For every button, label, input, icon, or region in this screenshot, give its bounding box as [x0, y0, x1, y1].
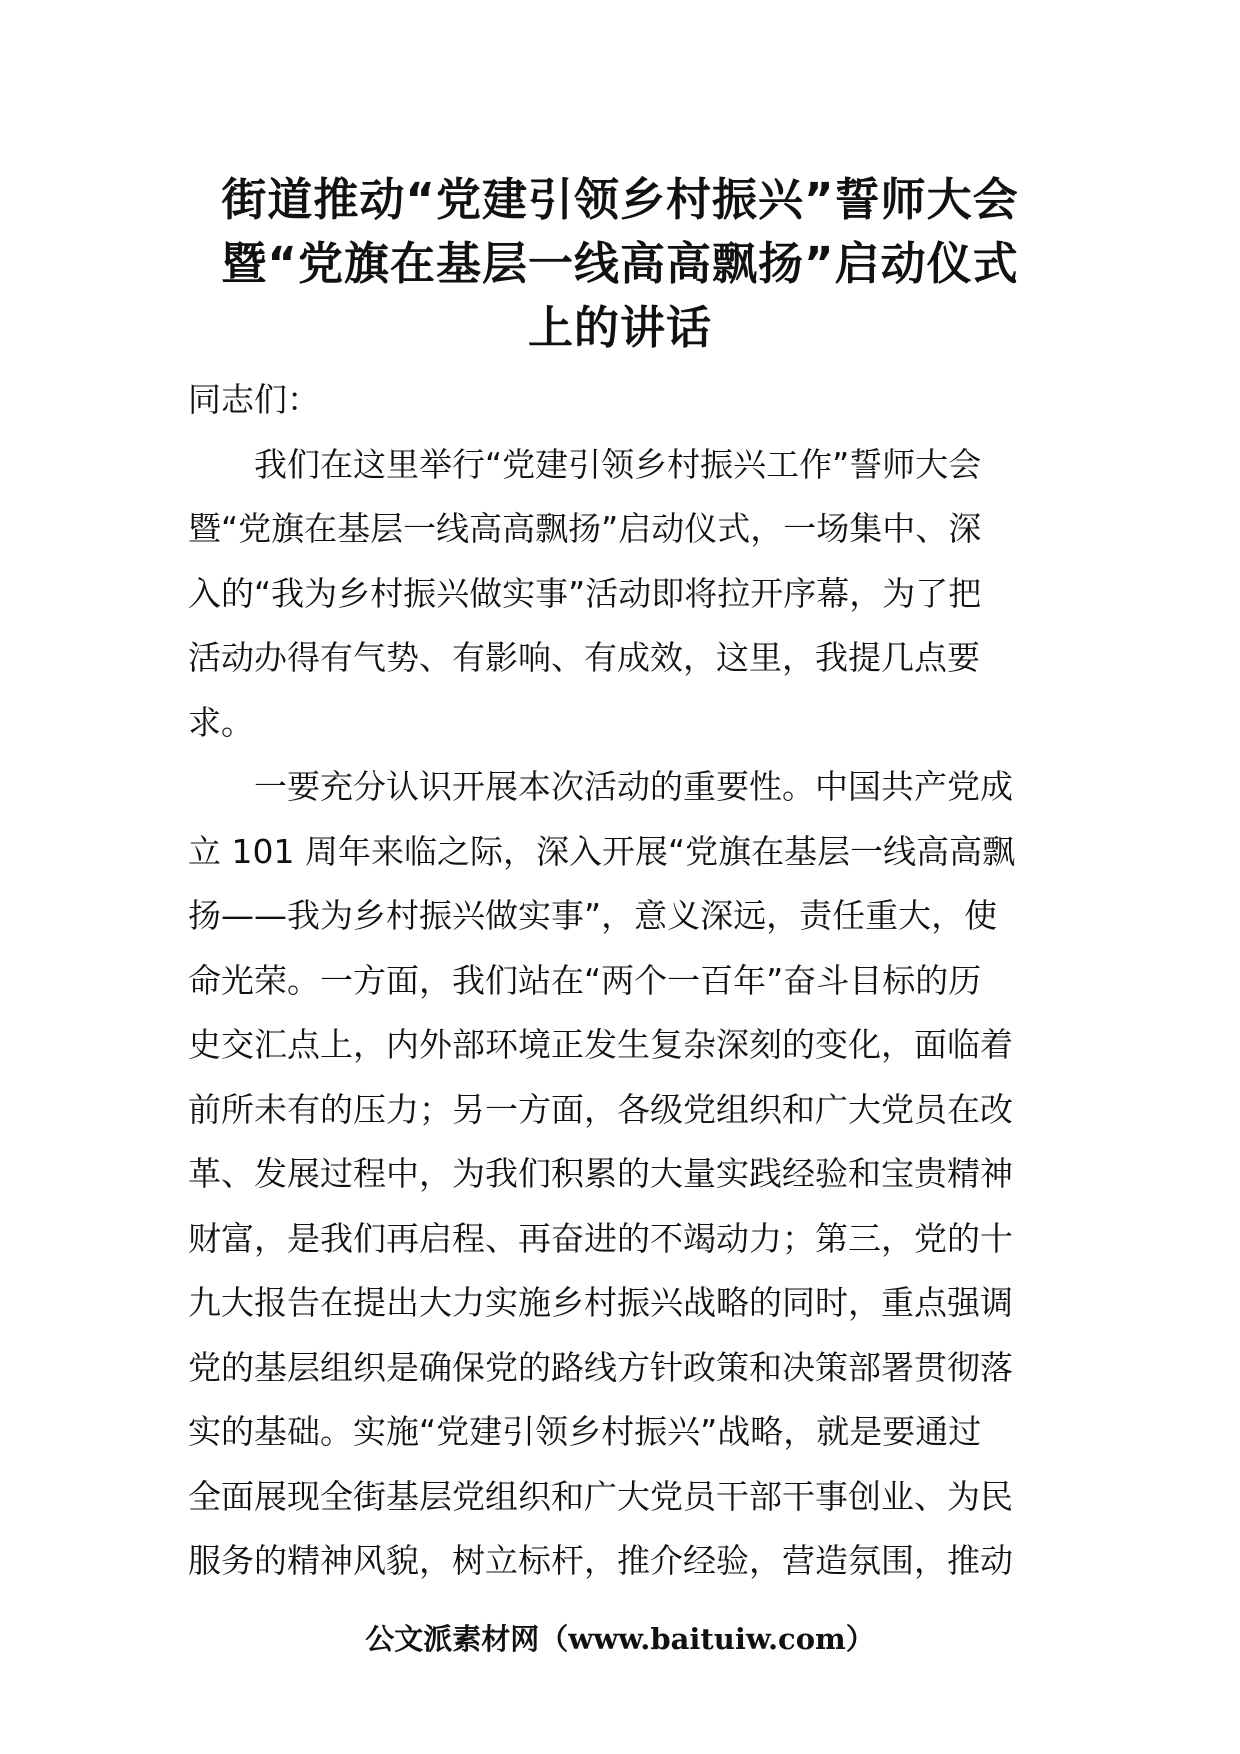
paragraph-line: 服务的精神风貌，树立标杆，推介经验，营造氛围，推动: [188, 1541, 1013, 1580]
title-line-2: 暨“党旗在基层一线高高飘扬”启动仪式: [221, 237, 1019, 290]
paragraph-line: 我们在这里举行“党建引领乡村振兴工作”誓师大会: [254, 444, 982, 484]
paragraph-line: 扬——我为乡村振兴做实事”，意义深远，责任重大，使: [188, 896, 998, 935]
paragraph-line: 一要充分认识开展本次活动的重要性。中国共产党成: [254, 767, 1013, 806]
paragraph-1: [188, 433, 1058, 756]
paragraph-line: 立 101 周年来临之际，深入开展“党旗在基层一线高高飘: [188, 831, 1016, 871]
salutation: 同志们：: [188, 380, 320, 419]
document-body: [188, 368, 1058, 1594]
paragraph-line: 党的基层组织是确保党的路线方针政策和决策部署贯彻落: [188, 1347, 1013, 1387]
paragraph-line: 活动办得有气势、有影响、有成效，这里，我提几点要: [188, 638, 980, 677]
paragraph-line: 革、发展过程中，为我们积累的大量实践经验和宝贵精神: [188, 1154, 1013, 1193]
paragraph-line: 实的基础。实施“党建引领乡村振兴”战略，就是要通过: [188, 1412, 982, 1451]
document-title: [150, 168, 1090, 360]
paragraph-line: 命光荣。一方面，我们站在“两个一百年”奋斗目标的历: [188, 960, 982, 1000]
paragraph-line: 史交汇点上，内外部环境正发生复杂深刻的变化，面临着: [188, 1025, 1013, 1064]
paragraph-2: [188, 755, 1058, 1594]
paragraph-line: 前所未有的压力；另一方面，各级党组织和广大党员在改: [188, 1089, 1013, 1129]
paragraph-line: 全面展现全街基层党组织和广大党员干部干事创业、为民: [188, 1476, 1013, 1516]
paragraph-line: 暨“党旗在基层一线高高飘扬”启动仪式，一场集中、深: [188, 509, 982, 548]
paragraph-line: 财富，是我们再启程、再奋进的不竭动力；第三，党的十: [188, 1218, 1013, 1258]
title-line-3: 上的讲话: [527, 301, 712, 354]
paragraph-line: 入的“我为乡村振兴做实事”活动即将拉开序幕，为了把: [188, 573, 982, 613]
title-line-1: 街道推动“党建引领乡村振兴”誓师大会: [221, 173, 1019, 226]
paragraph-line: 九大报告在提出大力实施乡村振兴战略的同时，重点强调: [188, 1283, 1013, 1322]
paragraph-line: 求。: [188, 702, 254, 742]
footer-watermark: 公文派素材网（www.baituiw.com）: [365, 1622, 875, 1656]
